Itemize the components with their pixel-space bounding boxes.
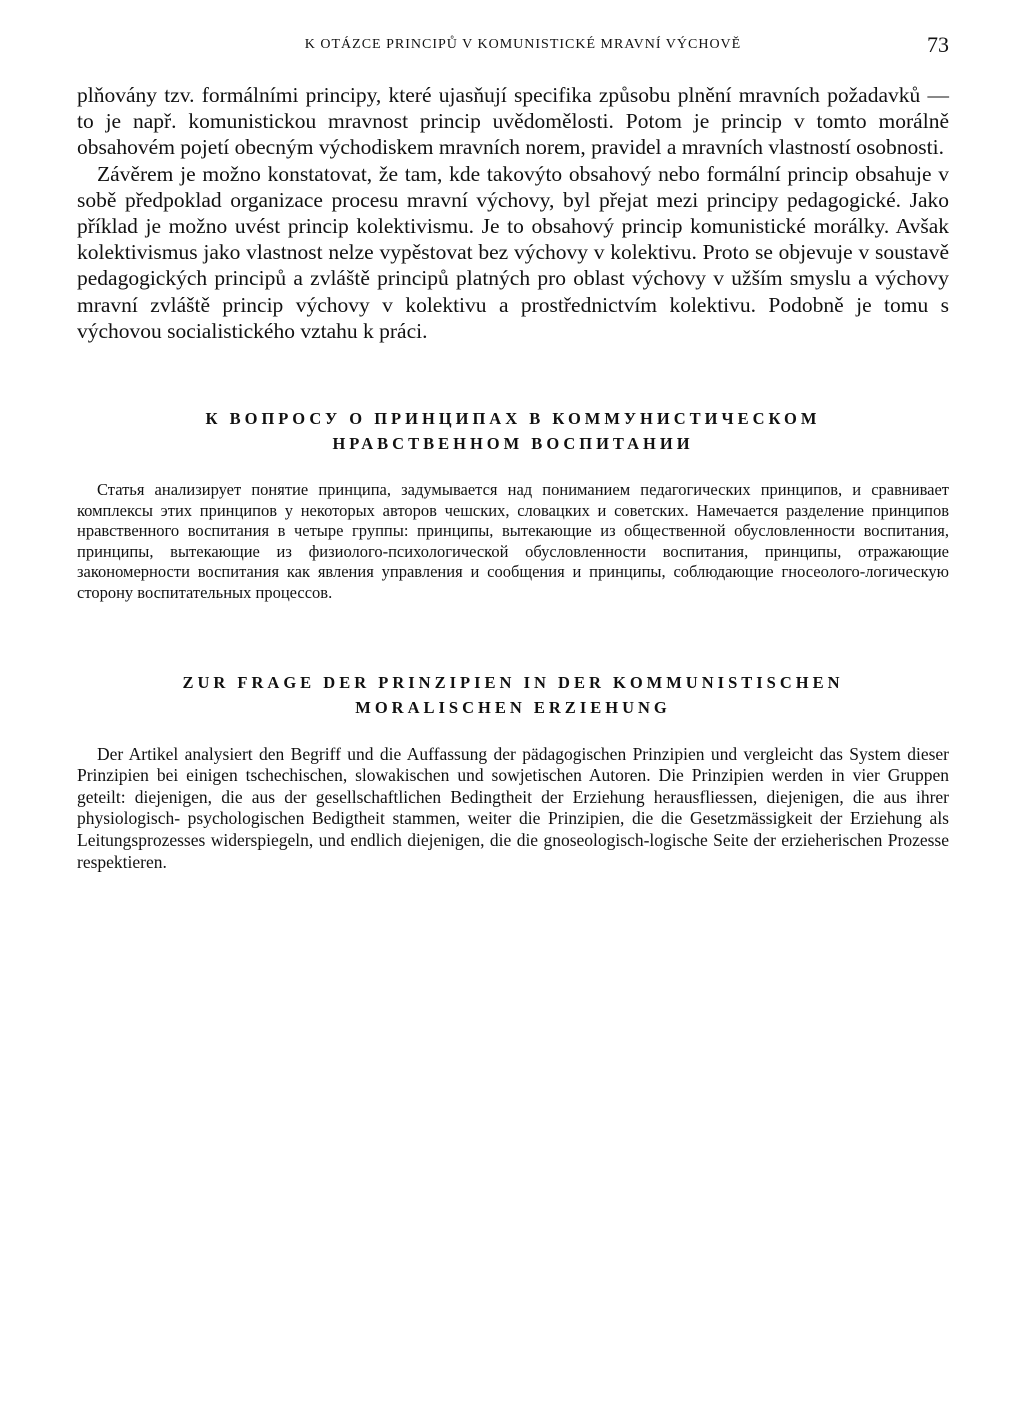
russian-title-line-1: К ВОПРОСУ О ПРИНЦИПАХ В КОММУНИСТИЧЕСКОМ <box>205 409 821 429</box>
body-paragraph-2: Závěrem je možno konstatovat, že tam, kde takovýto obsahový nebo formální princip obsahuje v sobě předpoklad organizace procesu mravní výchovy, byl přejat mezi principy pedagogické. Jako příklad je možno uvést princip kolektivismu. Je to obsahový princip komunistické morálky. Avšak kolektivismus jako vlastnost nelze vypěstovat bez výchovy v kolektivu. Proto se objevuje v soustavě pedagogických principů a zvláště principů platných pro oblast výchovy v užším smyslu a výchovy mravní zvláště princip výchovy v kolektivu a prostřednictvím kolektivu. Podobně je tomu s výchovou socialistického vztahu k práci. <box>77 161 949 343</box>
body-paragraph-1: plňovány tzv. formálními principy, které ujasňují specifika způsobu plnění mravních požadavků — to je např. komunistickou mravnost princip uvědomělosti. Potom je princip v tomto morálně obsahovém pojetí obecným východiskem mravních norem, pravidel a mravních vlastností osobnosti. <box>77 83 949 160</box>
german-summary-title <box>77 670 949 720</box>
document-page <box>77 30 949 873</box>
russian-summary-title <box>77 406 949 456</box>
german-title-line-2: MORALISCHEN ERZIEHUNG <box>355 697 671 717</box>
german-summary-text: Der Artikel analysiert den Begriff und die Auffassung der pädagogischen Prinzipien und vergleicht das System dieser Prinzipien bei einigen tschechischen, slowakischen und sowjetischen Autoren. Die Prinzipien werden in vier Gruppen geteilt: diejenigen, die aus der gesellschaftlichen Bedingtheit der Erziehung herausfliessen, diejenigen, die aus ihrer physiologisch- psychologischen Bedigtheit stammen, weiter die Prinzipien, die die Gesetzmässigkeit der Erziehung als Leitungsprozesses widerspiegeln, und endlich diejenigen, die die gnoseologisch-logische Seite der erzieherischen Prozesse respektieren. <box>77 743 949 872</box>
russian-summary-text: Статья анализирует понятие принципа, задумывается над пониманием педагогических принципов, и сравнивает комплексы этих принципов у некоторых авторов чешских, словацких и советских. Намечается разделение принципов нравственного воспитания в четыре группы: принципы, вытекающие из общественной обусловленности воспитания, принципы, вытекающие из физиолого-психологической обусловленности воспитания, принципы, отражающие закономерности воспитания как явления управления и сообщения и принципы, соблюдающие гносеолого-логическую сторону воспитательных процессов. <box>77 480 949 602</box>
german-title-line-1: ZUR FRAGE DER PRINZIPIEN IN DER KOMMUNISTISCHEN <box>182 672 844 692</box>
russian-title-line-2: НРАВСТВЕННОМ ВОСПИТАНИИ <box>332 434 694 454</box>
main-text <box>77 82 949 344</box>
running-title: K OTÁZCE PRINCIPŮ V KOMUNISTICKÉ MRAVNÍ VÝCHOVĚ <box>304 37 742 52</box>
running-header <box>77 30 949 70</box>
page-number: 73 <box>927 32 949 57</box>
